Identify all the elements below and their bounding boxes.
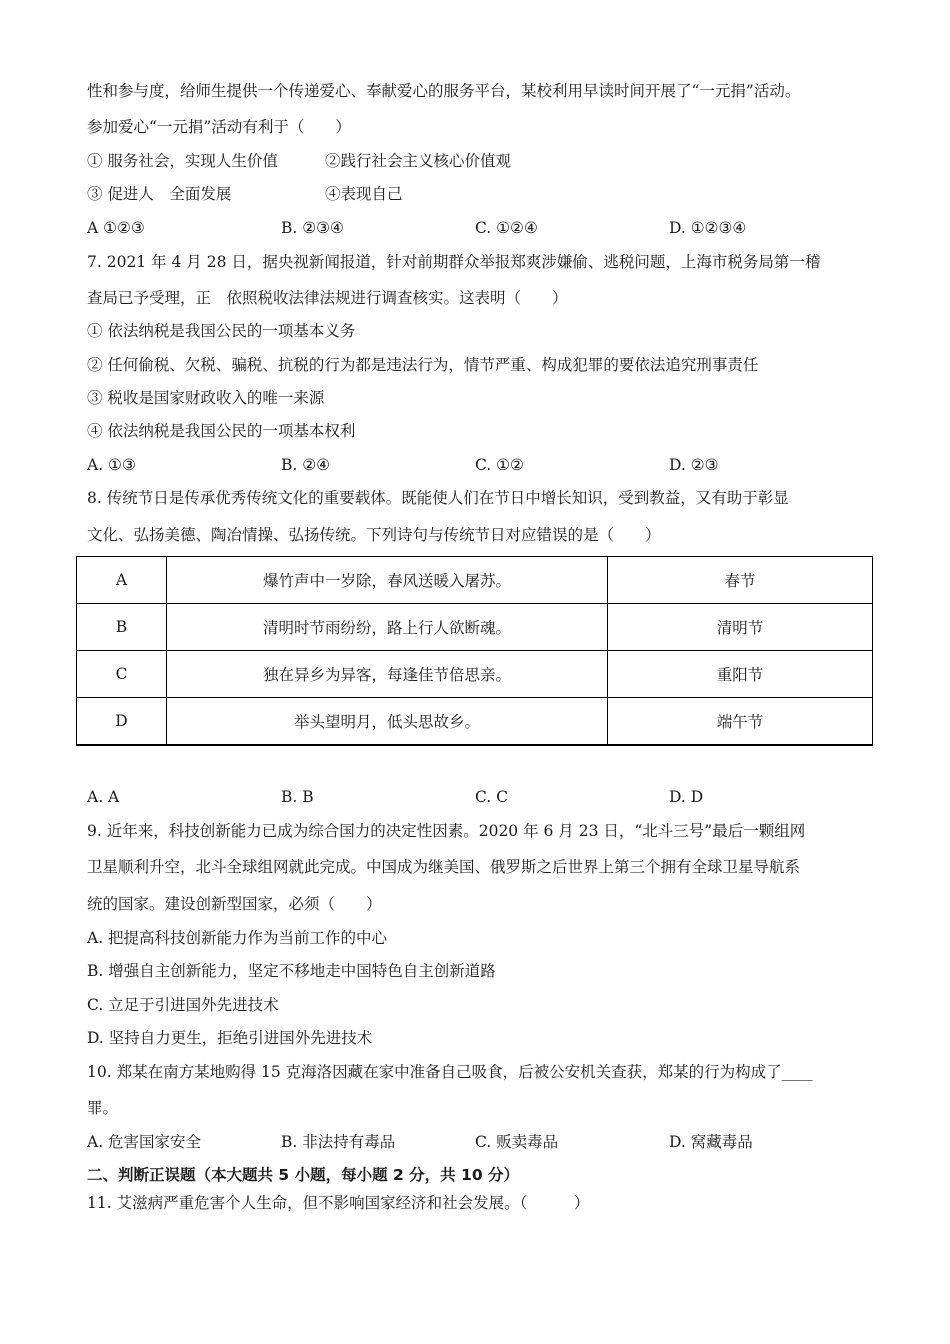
q9-stem-line-3: 统的国家。建设创新型国家，必须（ ） bbox=[87, 895, 382, 913]
table-cell-letter: C bbox=[77, 651, 167, 698]
q7-option-d: D. ②③ bbox=[669, 456, 719, 474]
q8-stem-line-1: 8. 传统节日是传承优秀传统文化的重要载体。既能使人们在节日中增长知识，受到教益，又有助于彰显 bbox=[87, 489, 789, 507]
table-row bbox=[77, 557, 873, 604]
q10-stem-line-1: 10. 郑某在南方某地购得 15 克海洛因藏在家中准备自己吸食，后被公安机关查获，郑某的行为构成了____ bbox=[87, 1063, 813, 1081]
q10-option-b: B. 非法持有毒品 bbox=[281, 1133, 396, 1151]
table-cell-poem: 独在异乡为异客，每逢佳节倍思亲。 bbox=[167, 651, 608, 698]
table-cell-letter: D bbox=[77, 698, 167, 746]
section-heading: 二、判断正误题（本大题共 5 小题，每小题 2 分，共 10 分） bbox=[87, 1166, 520, 1184]
q6-item-3: ③ 促进人 全面发展 bbox=[87, 185, 232, 203]
q10-option-c: C. 贩卖毒品 bbox=[475, 1133, 559, 1151]
q7-option-a: A. ①③ bbox=[87, 456, 136, 474]
q6-item-1: ① 服务社会，实现人生价值 bbox=[87, 152, 278, 170]
table-cell-festival: 春节 bbox=[608, 557, 873, 604]
q9-stem-line-1: 9. 近年来，科技创新能力已成为综合国力的决定性因素。2020 年 6 月 23 日，“北斗三号”最后一颗组网 bbox=[87, 822, 806, 840]
table-row bbox=[77, 651, 873, 698]
q9-option-c: C. 立足于引进国外先进技术 bbox=[87, 996, 279, 1014]
table-cell-festival: 重阳节 bbox=[608, 651, 873, 698]
q7-option-c: C. ①② bbox=[475, 456, 524, 474]
q8-option-a: A. A bbox=[87, 788, 120, 806]
q6-stem-line-1: 性和参与度，给师生提供一个传递爱心、奉献爱心的服务平台，某校利用早读时间开展了“一元捐”活动。 bbox=[87, 82, 801, 100]
table-cell-letter: B bbox=[77, 604, 167, 651]
q7-stem-line-2: 查局已予受理，正 依照税收法律法规进行调查核实。这表明（ ） bbox=[87, 289, 568, 307]
q8-stem-line-2: 文化、弘扬美德、陶冶情操、弘扬传统。下列诗句与传统节日对应错误的是（ ） bbox=[87, 526, 661, 544]
q9-option-d: D. 坚持自力更生，拒绝引进国外先进技术 bbox=[87, 1029, 373, 1047]
q8-option-d: D. D bbox=[669, 788, 704, 806]
table-cell-poem: 清明时节雨纷纷，路上行人欲断魂。 bbox=[167, 604, 608, 651]
q7-option-b: B. ②④ bbox=[281, 456, 331, 474]
q7-item-3: ③ 税收是国家财政收入的唯一来源 bbox=[87, 389, 325, 407]
q6-item-4: ④表现自己 bbox=[325, 185, 403, 203]
q8-option-c: C. C bbox=[475, 788, 509, 806]
q6-option-c: C. ①②④ bbox=[475, 219, 538, 237]
q8-option-b: B. B bbox=[281, 788, 314, 806]
q6-item-2: ②践行社会主义核心价值观 bbox=[325, 152, 512, 170]
table-cell-festival: 端午节 bbox=[608, 698, 873, 746]
q7-item-2: ② 任何偷税、欠税、骗税、抗税的行为都是违法行为，情节严重、构成犯罪的要依法追究刑事责任 bbox=[87, 356, 759, 374]
q8-poem-table bbox=[76, 556, 873, 746]
table-row bbox=[77, 698, 873, 746]
table-cell-poem: 爆竹声中一岁除，春风送暖入屠苏。 bbox=[167, 557, 608, 604]
q9-stem-line-2: 卫星顺利升空，北斗全球组网就此完成。中国成为继美国、俄罗斯之后世界上第三个拥有全球卫星导航系 bbox=[87, 858, 801, 876]
q7-item-4: ④ 依法纳税是我国公民的一项基本权利 bbox=[87, 422, 356, 440]
q10-option-d: D. 窝藏毒品 bbox=[669, 1133, 753, 1151]
q6-option-a: A ①②③ bbox=[87, 219, 145, 237]
q10-stem-line-2: 罪。 bbox=[87, 1099, 119, 1117]
q11-stem-line-1: 11. 艾滋病严重危害个人生命，但不影响国家经济和社会发展。（ ） bbox=[87, 1194, 590, 1212]
q6-stem-line-2: 参加爱心“一元捐”活动有利于（ ） bbox=[87, 118, 351, 136]
q6-option-b: B. ②③④ bbox=[281, 219, 344, 237]
q6-option-d: D. ①②③④ bbox=[669, 219, 747, 237]
table-cell-festival: 清明节 bbox=[608, 604, 873, 651]
q10-option-a: A. 危害国家安全 bbox=[87, 1133, 202, 1151]
q7-stem-line-1: 7. 2021 年 4 月 28 日，据央视新闻报道，针对前期群众举报郑爽涉嫌偷、逃税问题，上海市税务局第一稽 bbox=[87, 253, 821, 271]
q9-option-b: B. 增强自主创新能力，坚定不移地走中国特色自主创新道路 bbox=[87, 962, 496, 980]
table-cell-poem: 举头望明月，低头思故乡。 bbox=[167, 698, 608, 746]
table-cell-letter: A bbox=[77, 557, 167, 604]
q9-option-a: A. 把提高科技创新能力作为当前工作的中心 bbox=[87, 929, 388, 947]
q7-item-1: ① 依法纳税是我国公民的一项基本义务 bbox=[87, 322, 356, 340]
table-row bbox=[77, 604, 873, 651]
